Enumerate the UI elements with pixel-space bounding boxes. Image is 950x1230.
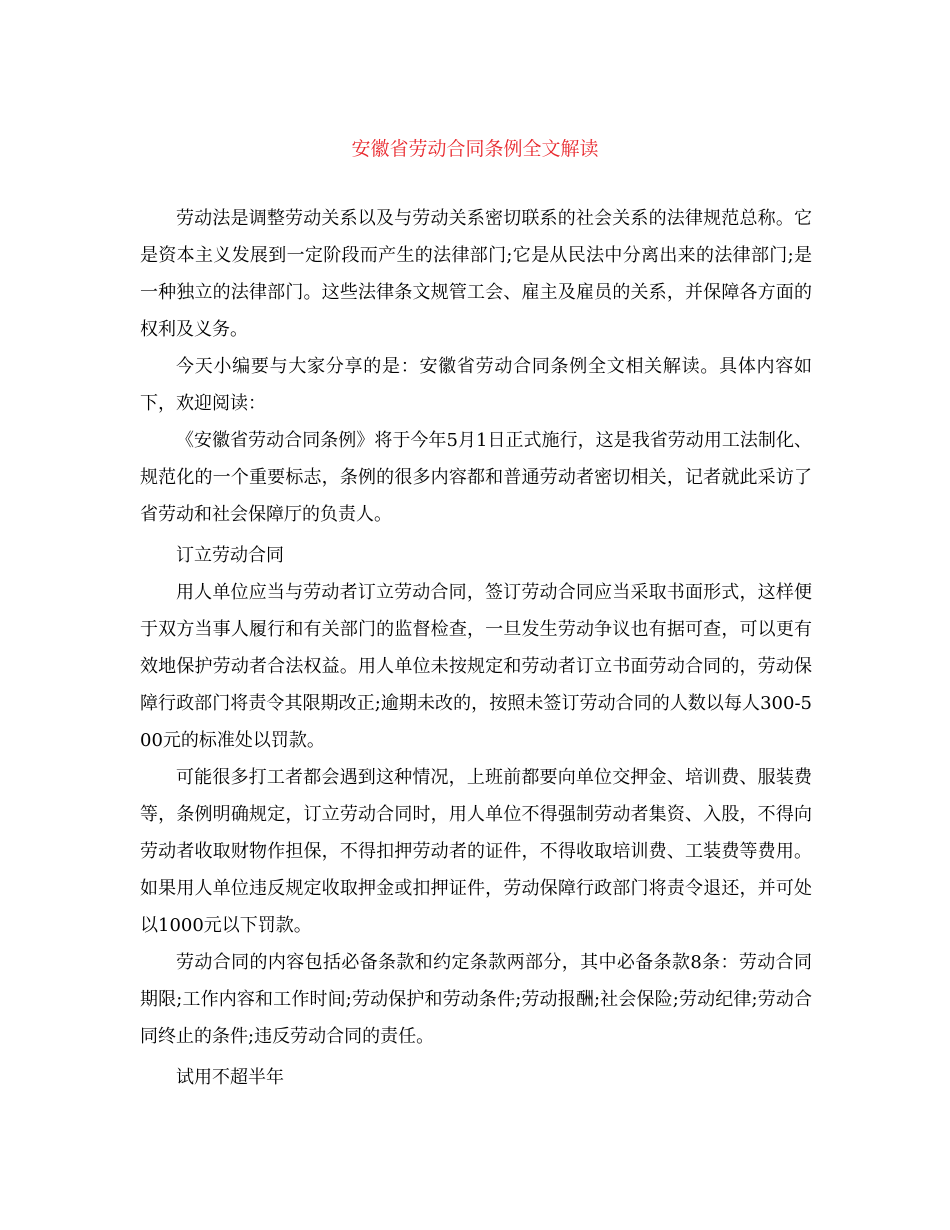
paragraph-contract-content: 劳动合同的内容包括必备条款和约定条款两部分，其中必备条款8条：劳动合同期限;工作内容和工作时间;劳动保护和劳动条件;劳动报酬;社会保险;劳动纪律;劳动合同终止的条件;违反劳动合同的责任。: [140, 952, 812, 1047]
paragraph-deposit-rules: 可能很多打工者都会遇到这种情况，上班前都要向单位交押金、培训费、服装费等，条例明确规定，订立劳动合同时，用人单位不得强制劳动者集资、入股，不得向劳动者收取财物作担保，不得扣押劳动者的证件，不得收取培训费、工装费等费用。如果用人单位违反规定收取押金或扣押证件，劳动保障行政部门将责令退还，并可处以1000元以下罚款。: [140, 767, 812, 936]
section-heading-probation: 试用不超半年: [176, 1067, 284, 1088]
paragraph-intro: 劳动法是调整劳动关系以及与劳动关系密切联系的社会关系的法律规范总称。它是资本主义发展到一定阶段而产生的法律部门;它是从民法中分离出来的法律部门;是一种独立的法律部门。这些法律条文规管工会、雇主及雇员的关系，并保障各方面的权利及义务。: [140, 208, 812, 340]
paragraph-contract-signing: 用人单位应当与劳动者订立劳动合同，签订劳动合同应当采取书面形式，这样便于双方当事人履行和有关部门的监督检查，一旦发生劳动争议也有据可查，可以更有效地保护劳动者合法权益。用人单位未按规定和劳动者订立书面劳动合同的，劳动保障行政部门将责令其限期改正;逾期未改的，按照未签订劳动合同的人数以每人300-500元的标准处以罚款。: [140, 582, 812, 751]
document-body: [140, 200, 812, 1096]
document-title: 安徽省劳动合同条例全文解读: [351, 138, 599, 160]
section-heading-contract: 订立劳动合同: [176, 545, 284, 566]
paragraph-regulation: 《安徽省劳动合同条例》将于今年5月1日正式施行，这是我省劳动用工法制化、规范化的一个重要标志，条例的很多内容都和普通劳动者密切相关，记者就此采访了省劳动和社会保障厅的负责人。: [140, 430, 812, 525]
paragraph-share: 今天小编要与大家分享的是：安徽省劳动合同条例全文相关解读。具体内容如下，欢迎阅读：: [140, 356, 812, 414]
